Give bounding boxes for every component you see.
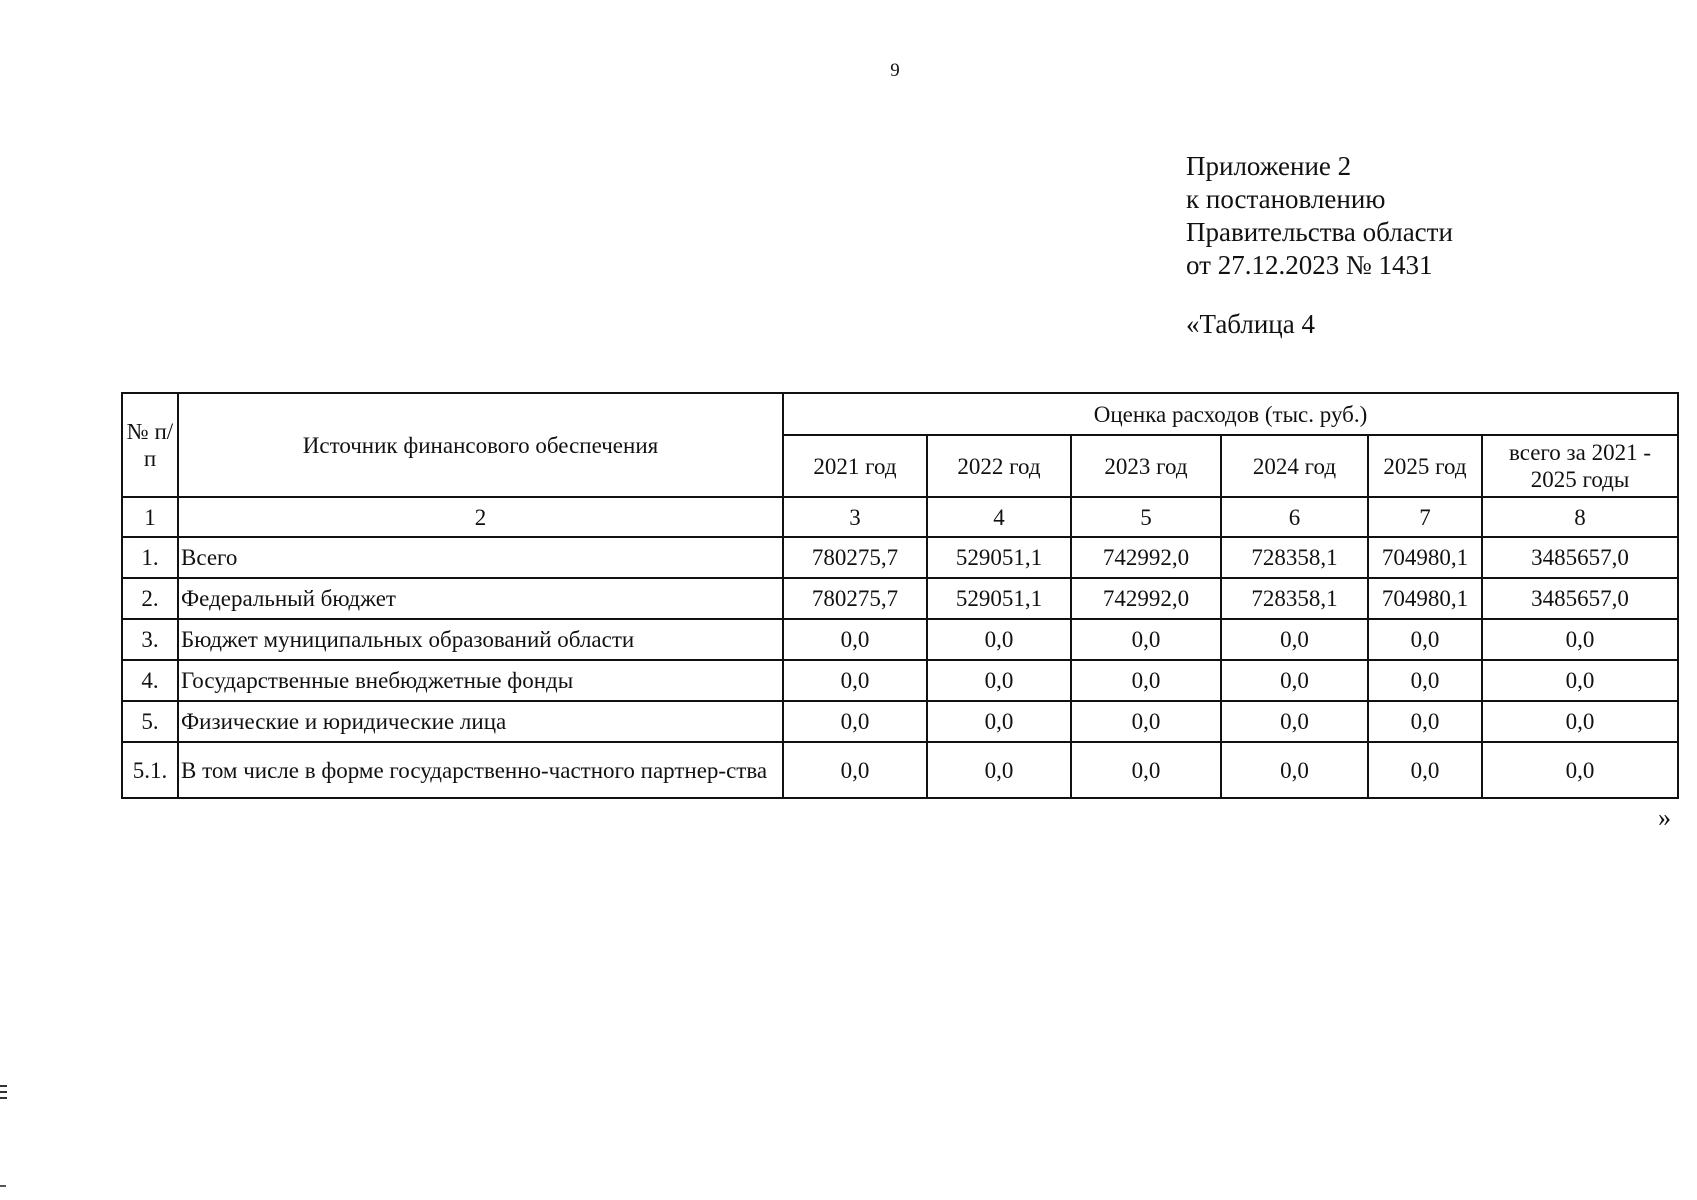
- appendix-authority: Правительства области: [1186, 217, 1453, 247]
- appendix-date-number: от 27.12.2023 № 1431: [1186, 250, 1433, 280]
- financing-table: [121, 392, 1679, 799]
- column-number: 4: [927, 497, 1071, 537]
- row-value: 0,0: [1221, 660, 1368, 701]
- column-number: 5: [1071, 497, 1221, 537]
- column-number: 7: [1368, 497, 1482, 537]
- column-number: 2: [178, 497, 783, 537]
- row-value: 728358,1: [1221, 537, 1368, 578]
- row-number: 1.: [122, 537, 178, 578]
- row-value: 0,0: [1071, 660, 1221, 701]
- row-value: 742992,0: [1071, 578, 1221, 619]
- table-row: [122, 578, 1678, 619]
- header-year-2023: 2023 год: [1071, 435, 1221, 497]
- row-value: 0,0: [1482, 660, 1678, 701]
- row-value: 0,0: [1368, 701, 1482, 742]
- header-year-2025: 2025 год: [1368, 435, 1482, 497]
- row-value: 3485657,0: [1482, 578, 1678, 619]
- row-value: 780275,7: [783, 578, 927, 619]
- row-source: Государственные внебюджетные фонды: [178, 660, 783, 701]
- header-row-estimate: [122, 393, 1678, 435]
- row-source: Всего: [178, 537, 783, 578]
- row-source: Бюджет муниципальных образований области: [178, 619, 783, 660]
- row-value: 0,0: [1482, 701, 1678, 742]
- row-value: 0,0: [1368, 660, 1482, 701]
- row-value: 0,0: [927, 660, 1071, 701]
- row-value: 0,0: [1071, 742, 1221, 798]
- header-num: № п/п: [122, 393, 178, 497]
- appendix-title: Приложение 2: [1186, 151, 1352, 181]
- closing-quote: »: [1658, 803, 1671, 832]
- table-row: [122, 537, 1678, 578]
- table-row: [122, 660, 1678, 701]
- row-value: 529051,1: [927, 578, 1071, 619]
- table-label: «Таблица 4: [1186, 309, 1315, 339]
- row-value: 742992,0: [1071, 537, 1221, 578]
- table-row: [122, 701, 1678, 742]
- row-number: 5.: [122, 701, 178, 742]
- page-number: 9: [890, 60, 900, 81]
- row-number: 4.: [122, 660, 178, 701]
- header-total: всего за 2021 - 2025 годы: [1482, 435, 1678, 497]
- header-year-2021: 2021 год: [783, 435, 927, 497]
- column-number: 3: [783, 497, 927, 537]
- table-row: [122, 619, 1678, 660]
- row-value: 704980,1: [1368, 578, 1482, 619]
- row-value: 0,0: [1221, 619, 1368, 660]
- appendix-reference: к постановлению: [1186, 184, 1386, 214]
- row-value: 780275,7: [783, 537, 927, 578]
- header-year-2022: 2022 год: [927, 435, 1071, 497]
- row-value: 0,0: [927, 742, 1071, 798]
- row-value: 0,0: [927, 701, 1071, 742]
- header-source: Источник финансового обеспечения: [178, 393, 783, 497]
- row-value: 0,0: [1071, 701, 1221, 742]
- row-number: 3.: [122, 619, 178, 660]
- row-value: 704980,1: [1368, 537, 1482, 578]
- row-source: Физические и юридические лица: [178, 701, 783, 742]
- row-value: 0,0: [1368, 742, 1482, 798]
- row-value: 728358,1: [1221, 578, 1368, 619]
- row-source: В том числе в форме государственно-частного партнер-ства: [178, 742, 783, 798]
- column-number: 8: [1482, 497, 1678, 537]
- row-value: 0,0: [1482, 619, 1678, 660]
- row-value: 0,0: [783, 619, 927, 660]
- row-value: 0,0: [783, 742, 927, 798]
- row-value: 0,0: [927, 619, 1071, 660]
- header-year-2024: 2024 год: [1221, 435, 1368, 497]
- row-value: 0,0: [1482, 742, 1678, 798]
- margin-binding-mark: [0, 1085, 7, 1103]
- row-value: 0,0: [1221, 742, 1368, 798]
- appendix-block: [1186, 150, 1453, 282]
- column-number: 6: [1221, 497, 1368, 537]
- row-source: Федеральный бюджет: [178, 578, 783, 619]
- column-number-row: [122, 497, 1678, 537]
- row-value: 0,0: [1071, 619, 1221, 660]
- row-value: 529051,1: [927, 537, 1071, 578]
- table-row: [122, 742, 1678, 798]
- header-estimate: Оценка расходов (тыс. руб.): [783, 393, 1678, 435]
- row-value: 0,0: [1221, 701, 1368, 742]
- row-value: 0,0: [1368, 619, 1482, 660]
- row-value: 0,0: [783, 701, 927, 742]
- margin-dash: [0, 1185, 6, 1187]
- row-number: 5.1.: [122, 742, 178, 798]
- row-value: 0,0: [783, 660, 927, 701]
- row-number: 2.: [122, 578, 178, 619]
- column-number: 1: [122, 497, 178, 537]
- row-value: 3485657,0: [1482, 537, 1678, 578]
